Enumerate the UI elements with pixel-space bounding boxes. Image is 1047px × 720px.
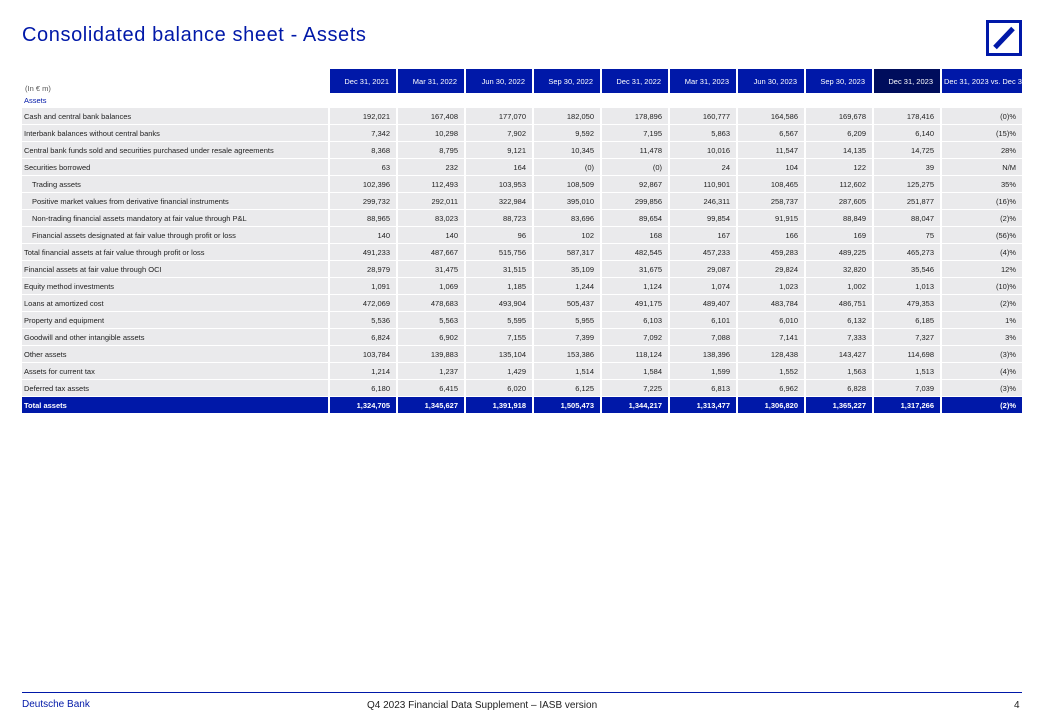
table-cell: (15)% <box>940 125 1022 142</box>
table-cell: 1,563 <box>804 363 872 380</box>
table-cell: 83,696 <box>532 210 600 227</box>
table-cell: 14,135 <box>804 142 872 159</box>
column-header: Jun 30, 2022 <box>464 69 532 93</box>
deutsche-bank-logo-icon <box>986 20 1022 56</box>
table-cell: 99,854 <box>668 210 736 227</box>
table-cell: N/M <box>940 159 1022 176</box>
table-cell: 1,317,266 <box>872 397 940 414</box>
table-cell: 1,365,227 <box>804 397 872 414</box>
table-cell: 1,599 <box>668 363 736 380</box>
table-cell: 103,784 <box>328 346 396 363</box>
table-cell: 39 <box>872 159 940 176</box>
table-cell: 7,902 <box>464 125 532 142</box>
table-cell: 92,867 <box>600 176 668 193</box>
table-cell: 491,233 <box>328 244 396 261</box>
column-header: Dec 31, 2022 <box>600 69 668 93</box>
table-cell: 35,546 <box>872 261 940 278</box>
table-cell: 287,605 <box>804 193 872 210</box>
table-cell: 102 <box>532 227 600 244</box>
table-cell: 35% <box>940 176 1022 193</box>
table-cell: 7,225 <box>600 380 668 397</box>
table-cell: 3% <box>940 329 1022 346</box>
table-cell: 483,784 <box>736 295 804 312</box>
table-cell: 1,069 <box>396 278 464 295</box>
table-cell: 125,275 <box>872 176 940 193</box>
table-cell: 1,091 <box>328 278 396 295</box>
table-cell: 88,723 <box>464 210 532 227</box>
table-cell: 299,732 <box>328 193 396 210</box>
table-cell: 128,438 <box>736 346 804 363</box>
table-cell: 246,311 <box>668 193 736 210</box>
table-cell: (0) <box>600 159 668 176</box>
row-label: Property and equipment <box>22 312 328 329</box>
table-cell: 6,828 <box>804 380 872 397</box>
table-cell: 8,795 <box>396 142 464 159</box>
table-cell: 6,567 <box>736 125 804 142</box>
row-label: Positive market values from derivative financial instruments <box>22 193 328 210</box>
table-cell: 7,088 <box>668 329 736 346</box>
table-row <box>22 261 1022 278</box>
footer-divider <box>22 692 1022 693</box>
column-header-change: Dec 31, 2023 vs. Dec 31, 2022 <box>940 69 1022 93</box>
table-cell: 139,883 <box>396 346 464 363</box>
table-cell: 75 <box>872 227 940 244</box>
table-cell: 1,429 <box>464 363 532 380</box>
table-cell: 1,013 <box>872 278 940 295</box>
table-cell: 1,324,705 <box>328 397 396 414</box>
table-cell: 168 <box>600 227 668 244</box>
table-cell: 96 <box>464 227 532 244</box>
table-cell: 12% <box>940 261 1022 278</box>
table-cell: 29,087 <box>668 261 736 278</box>
table-cell: 9,121 <box>464 142 532 159</box>
table-cell: 32,820 <box>804 261 872 278</box>
table-cell: 28,979 <box>328 261 396 278</box>
row-label: Financial assets at fair value through OCI <box>22 261 328 278</box>
table-cell: 143,427 <box>804 346 872 363</box>
table-cell: 292,011 <box>396 193 464 210</box>
row-label: Assets for current tax <box>22 363 328 380</box>
column-header: Sep 30, 2022 <box>532 69 600 93</box>
table-cell: 465,273 <box>872 244 940 261</box>
table-cell: 6,824 <box>328 329 396 346</box>
table-cell: 24 <box>668 159 736 176</box>
table-cell: 140 <box>396 227 464 244</box>
table-cell: 108,509 <box>532 176 600 193</box>
table-cell: 1,237 <box>396 363 464 380</box>
table-cell: 6,125 <box>532 380 600 397</box>
table-cell: 6,415 <box>396 380 464 397</box>
table-cell: 7,092 <box>600 329 668 346</box>
table-cell: 7,399 <box>532 329 600 346</box>
column-header-current: Dec 31, 2023 <box>872 69 940 93</box>
table-cell: 14,725 <box>872 142 940 159</box>
table-cell: 1,345,627 <box>396 397 464 414</box>
table-cell: (3)% <box>940 380 1022 397</box>
row-label: Central bank funds sold and securities purchased under resale agreements <box>22 142 328 159</box>
column-header: Mar 31, 2022 <box>396 69 464 93</box>
table-row <box>22 380 1022 397</box>
table-cell: 118,124 <box>600 346 668 363</box>
table-cell: 1,124 <box>600 278 668 295</box>
table-row <box>22 312 1022 329</box>
row-label: Trading assets <box>22 176 328 193</box>
footer-document-title: Q4 2023 Financial Data Supplement – IASB version <box>367 700 598 711</box>
table-cell: 88,965 <box>328 210 396 227</box>
table-cell: 515,756 <box>464 244 532 261</box>
table-cell: (0) <box>532 159 600 176</box>
table-cell: 1,023 <box>736 278 804 295</box>
table-cell: 5,536 <box>328 312 396 329</box>
row-label: Securities borrowed <box>22 159 328 176</box>
table-cell: 28% <box>940 142 1022 159</box>
table-cell: 122 <box>804 159 872 176</box>
table-cell: 1,074 <box>668 278 736 295</box>
table-cell: 6,010 <box>736 312 804 329</box>
row-label: Other assets <box>22 346 328 363</box>
table-cell: 493,904 <box>464 295 532 312</box>
table-cell: 31,475 <box>396 261 464 278</box>
table-cell: 153,386 <box>532 346 600 363</box>
column-header: Mar 31, 2023 <box>668 69 736 93</box>
table-cell: 486,751 <box>804 295 872 312</box>
page-title: Consolidated balance sheet - Assets <box>22 24 367 46</box>
column-header: Jun 30, 2023 <box>736 69 804 93</box>
table-cell: 6,101 <box>668 312 736 329</box>
table-cell: 5,955 <box>532 312 600 329</box>
table-row <box>22 210 1022 227</box>
table-row <box>22 159 1022 176</box>
table-cell: 35,109 <box>532 261 600 278</box>
row-label: Cash and central bank balances <box>22 108 328 125</box>
table-cell: 88,849 <box>804 210 872 227</box>
table-cell: (2)% <box>940 295 1022 312</box>
table-cell: 1,391,918 <box>464 397 532 414</box>
balance-sheet-table <box>22 69 1047 414</box>
table-cell: 138,396 <box>668 346 736 363</box>
table-cell: 6,103 <box>600 312 668 329</box>
footer-company: Deutsche Bank <box>22 699 90 710</box>
table-cell: (2)% <box>940 210 1022 227</box>
table-row <box>22 244 1022 261</box>
table-cell: 31,675 <box>600 261 668 278</box>
table-cell: 6,020 <box>464 380 532 397</box>
table-cell: 1,185 <box>464 278 532 295</box>
table-cell: 7,155 <box>464 329 532 346</box>
row-label: Financial assets designated at fair value through profit or loss <box>22 227 328 244</box>
table-row <box>22 227 1022 244</box>
row-label: Deferred tax assets <box>22 380 328 397</box>
table-cell: 6,132 <box>804 312 872 329</box>
table-cell: 169 <box>804 227 872 244</box>
table-row <box>22 176 1022 193</box>
table-cell: 6,140 <box>872 125 940 142</box>
table-cell: 103,953 <box>464 176 532 193</box>
table-cell: 5,863 <box>668 125 736 142</box>
table-cell: 6,962 <box>736 380 804 397</box>
section-label: Assets <box>22 93 1022 108</box>
table-row <box>22 278 1022 295</box>
table-cell: (10)% <box>940 278 1022 295</box>
table-cell: 7,039 <box>872 380 940 397</box>
table-cell: 1,002 <box>804 278 872 295</box>
table-cell: 6,209 <box>804 125 872 142</box>
row-label: Non-trading financial assets mandatory at fair value through P&L <box>22 210 328 227</box>
table-cell: 1,313,477 <box>668 397 736 414</box>
table-cell: (4)% <box>940 363 1022 380</box>
table-cell: 110,901 <box>668 176 736 193</box>
table-cell: 258,737 <box>736 193 804 210</box>
table-cell: 478,683 <box>396 295 464 312</box>
table-cell: 11,547 <box>736 142 804 159</box>
row-label: Goodwill and other intangible assets <box>22 329 328 346</box>
row-label: Total financial assets at fair value through profit or loss <box>22 244 328 261</box>
table-row <box>22 329 1022 346</box>
table-cell: 505,437 <box>532 295 600 312</box>
table-cell: (3)% <box>940 346 1022 363</box>
total-row <box>22 397 1022 414</box>
table-cell: 102,396 <box>328 176 396 193</box>
table-cell: (16)% <box>940 193 1022 210</box>
table-cell: 9,592 <box>532 125 600 142</box>
table-row <box>22 193 1022 210</box>
table-cell: 167 <box>668 227 736 244</box>
table-cell: 8,368 <box>328 142 396 159</box>
table-cell: 7,327 <box>872 329 940 346</box>
table-cell: 135,104 <box>464 346 532 363</box>
row-label: Equity method investments <box>22 278 328 295</box>
table-cell: 6,902 <box>396 329 464 346</box>
row-label: Interbank balances without central banks <box>22 125 328 142</box>
table-cell: 1% <box>940 312 1022 329</box>
table-cell: 83,023 <box>396 210 464 227</box>
table-cell: 1,344,217 <box>600 397 668 414</box>
table-cell: 1,505,473 <box>532 397 600 414</box>
row-label: Loans at amortized cost <box>22 295 328 312</box>
table-cell: 6,180 <box>328 380 396 397</box>
table-cell: 10,016 <box>668 142 736 159</box>
table-cell: 89,654 <box>600 210 668 227</box>
table-cell: 169,678 <box>804 108 872 125</box>
table-cell: 178,896 <box>600 108 668 125</box>
table-cell: 1,244 <box>532 278 600 295</box>
table-cell: 232 <box>396 159 464 176</box>
table-cell: 322,984 <box>464 193 532 210</box>
table-cell: 1,514 <box>532 363 600 380</box>
table-cell: 178,416 <box>872 108 940 125</box>
table-cell: 177,070 <box>464 108 532 125</box>
table-cell: 10,298 <box>396 125 464 142</box>
table-cell: 6,813 <box>668 380 736 397</box>
table-cell: 251,877 <box>872 193 940 210</box>
table-cell: 7,195 <box>600 125 668 142</box>
table-cell: 1,214 <box>328 363 396 380</box>
table-cell: (56)% <box>940 227 1022 244</box>
table-header-row <box>22 69 1022 93</box>
table-cell: 112,493 <box>396 176 464 193</box>
table-cell: 1,584 <box>600 363 668 380</box>
table-cell: 5,595 <box>464 312 532 329</box>
table-cell: (2)% <box>940 397 1022 414</box>
table-cell: 459,283 <box>736 244 804 261</box>
table-cell: 1,552 <box>736 363 804 380</box>
table-cell: 160,777 <box>668 108 736 125</box>
table-cell: 166 <box>736 227 804 244</box>
table-cell: 6,185 <box>872 312 940 329</box>
table-cell: 482,545 <box>600 244 668 261</box>
table-cell: 5,563 <box>396 312 464 329</box>
table-cell: 299,856 <box>600 193 668 210</box>
table-cell: 7,141 <box>736 329 804 346</box>
row-label: Total assets <box>22 397 328 414</box>
table-cell: 164,586 <box>736 108 804 125</box>
table-cell: (0)% <box>940 108 1022 125</box>
table-cell: 192,021 <box>328 108 396 125</box>
page-number: 4 <box>1014 700 1020 711</box>
table-cell: 10,345 <box>532 142 600 159</box>
table-row <box>22 108 1022 125</box>
table-cell: 7,333 <box>804 329 872 346</box>
table-cell: 114,698 <box>872 346 940 363</box>
table-cell: 487,667 <box>396 244 464 261</box>
table-cell: 112,602 <box>804 176 872 193</box>
table-cell: 11,478 <box>600 142 668 159</box>
table-cell: 164 <box>464 159 532 176</box>
column-header: Dec 31, 2021 <box>328 69 396 93</box>
table-cell: 182,050 <box>532 108 600 125</box>
table-cell: 88,047 <box>872 210 940 227</box>
table-row <box>22 125 1022 142</box>
section-row <box>22 93 1022 108</box>
table-row <box>22 346 1022 363</box>
table-cell: (4)% <box>940 244 1022 261</box>
table-cell: 489,407 <box>668 295 736 312</box>
table-cell: 91,915 <box>736 210 804 227</box>
table-row <box>22 295 1022 312</box>
table-cell: 167,408 <box>396 108 464 125</box>
column-header: Sep 30, 2023 <box>804 69 872 93</box>
table-cell: 1,306,820 <box>736 397 804 414</box>
table-cell: 29,824 <box>736 261 804 278</box>
table-cell: 457,233 <box>668 244 736 261</box>
table-cell: 7,342 <box>328 125 396 142</box>
table-cell: 1,513 <box>872 363 940 380</box>
table-cell: 31,515 <box>464 261 532 278</box>
table-cell: 104 <box>736 159 804 176</box>
table-cell: 472,069 <box>328 295 396 312</box>
table-cell: 587,317 <box>532 244 600 261</box>
table-cell: 63 <box>328 159 396 176</box>
table-cell: 140 <box>328 227 396 244</box>
unit-label: (In € m) <box>25 84 51 93</box>
table-cell: 491,175 <box>600 295 668 312</box>
table-row <box>22 363 1022 380</box>
table-cell: 479,353 <box>872 295 940 312</box>
table-cell: 489,225 <box>804 244 872 261</box>
table-cell: 108,465 <box>736 176 804 193</box>
table-row <box>22 142 1022 159</box>
table-cell: 395,010 <box>532 193 600 210</box>
